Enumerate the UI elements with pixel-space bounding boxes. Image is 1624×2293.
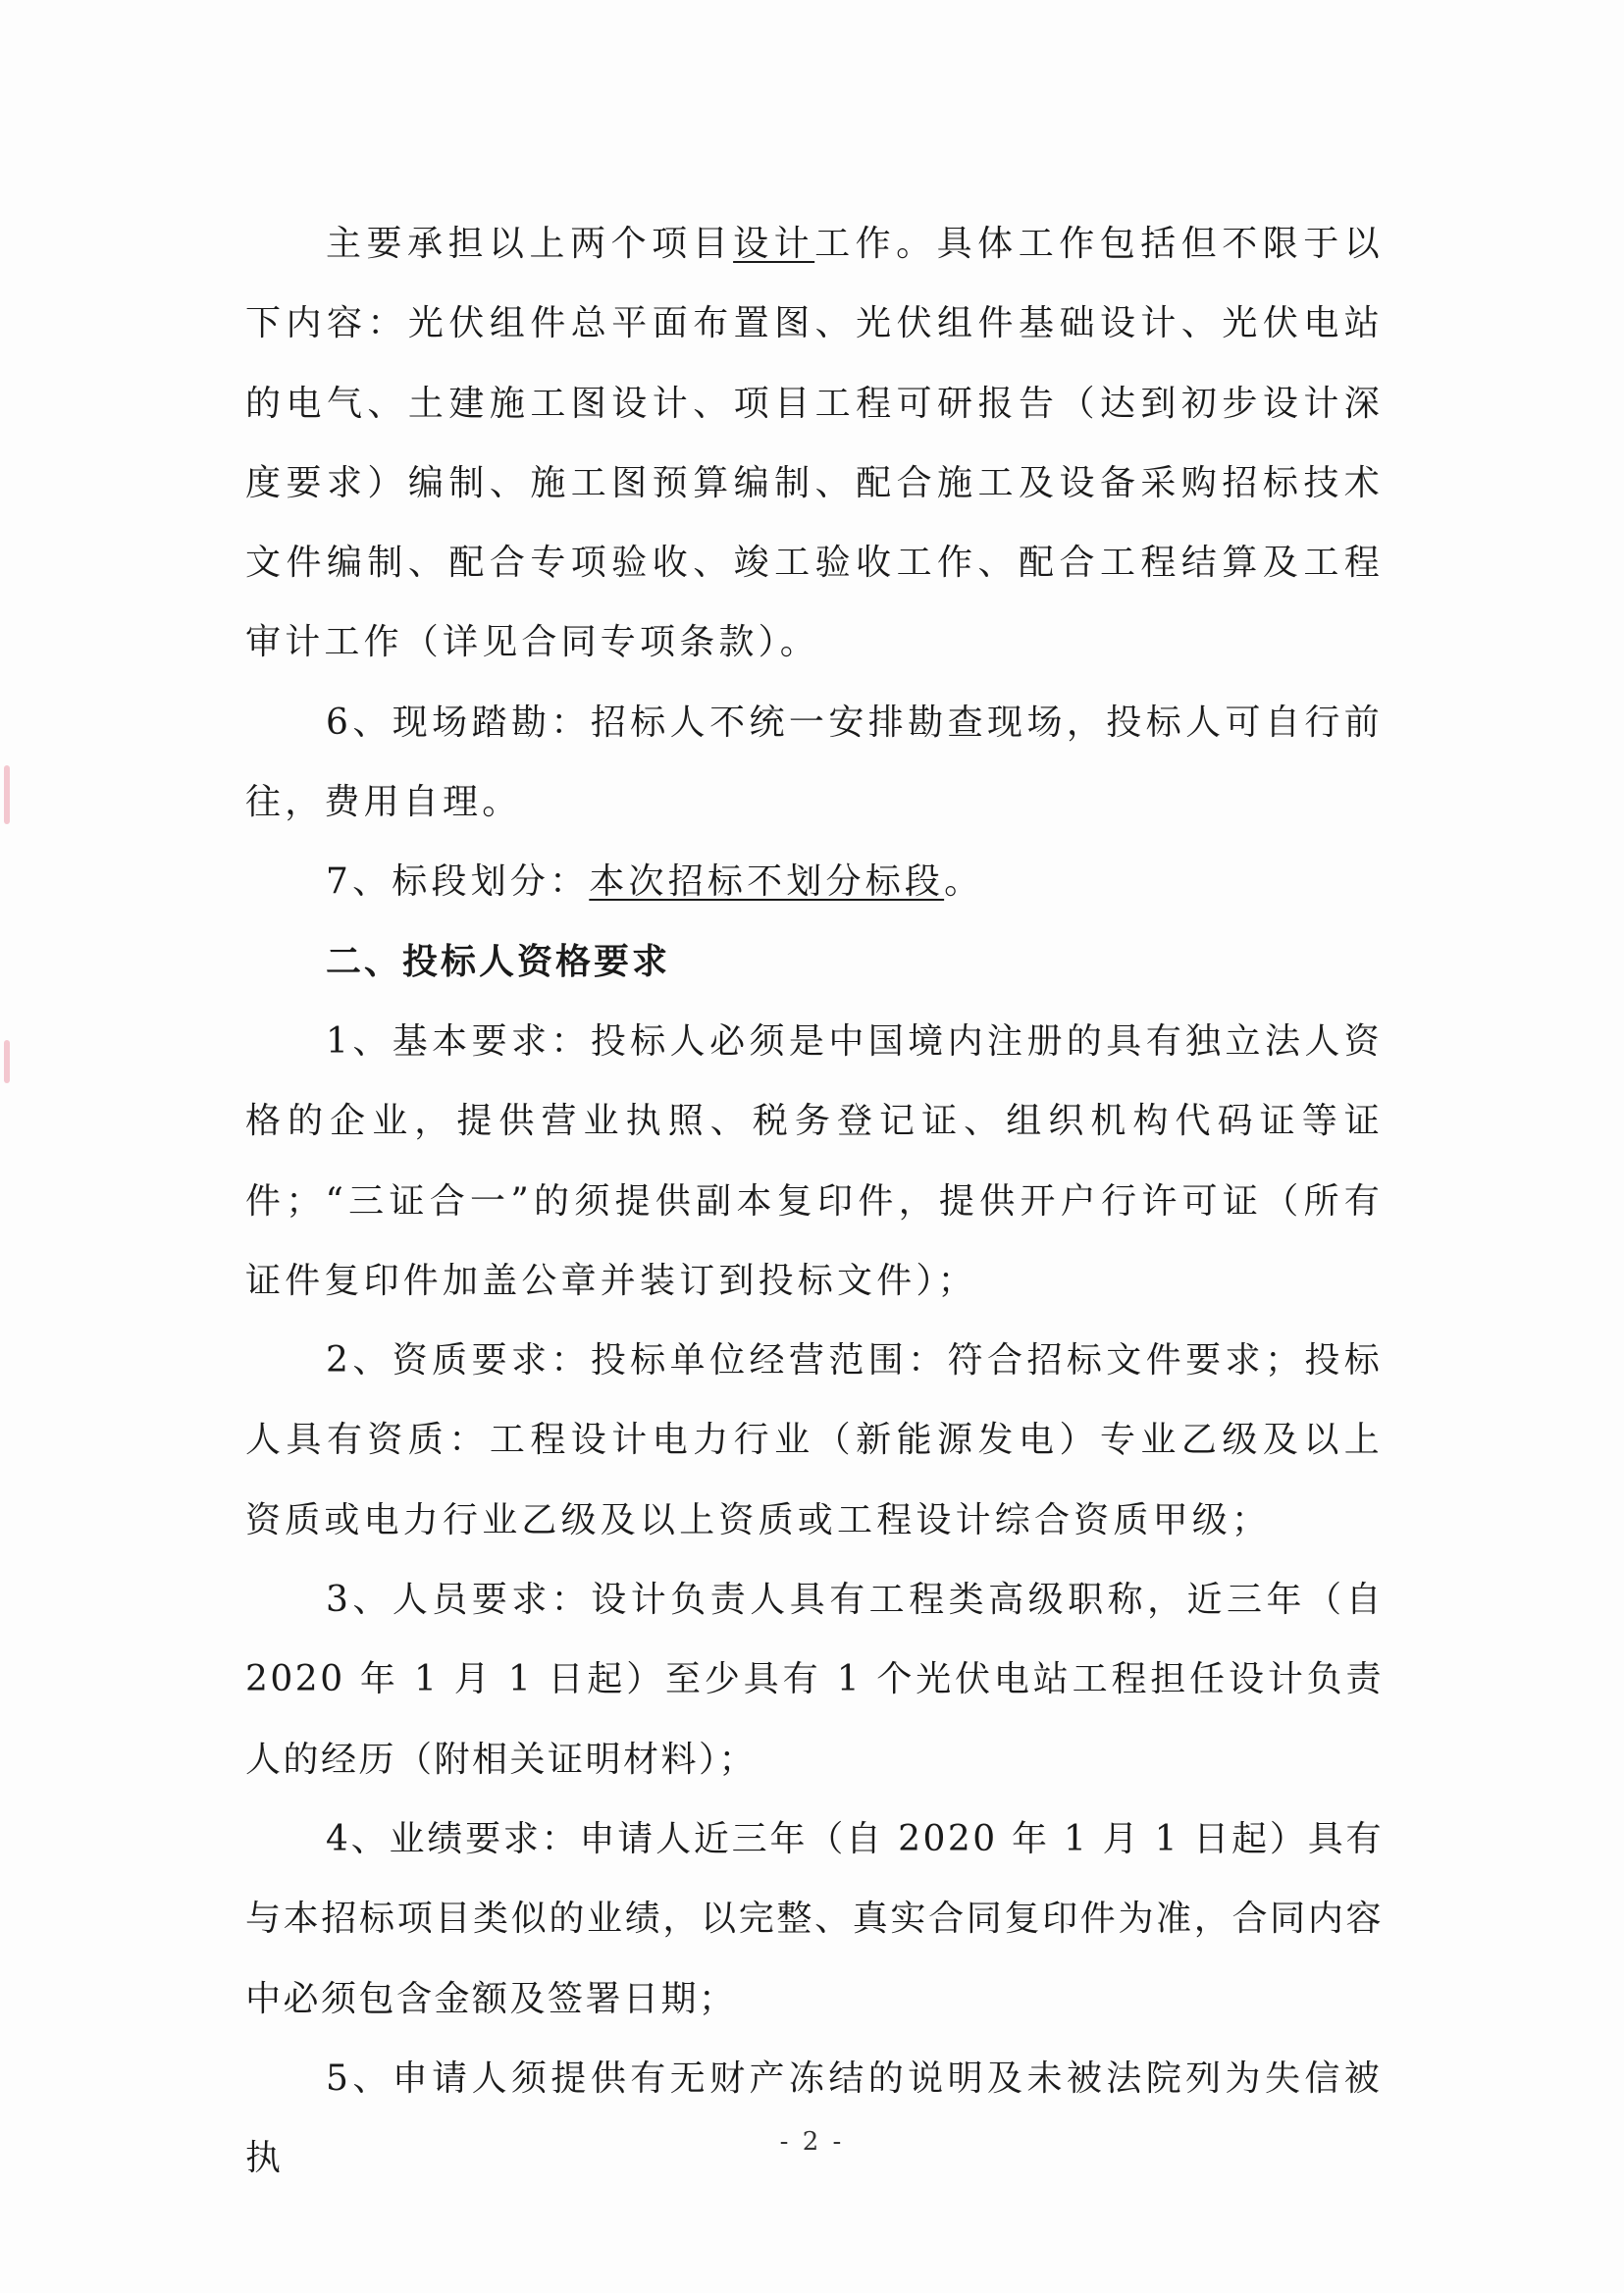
text-run: 主要承担以上两个项目 [326, 224, 734, 264]
document-body [245, 204, 1384, 2198]
text-run: 工作。具体工作包括但不限于以下内容：光伏组件总平面布置图、光伏组件基础设计、光伏电站的电气、土建施工图设计、项目工程可研报告（达到初步设计深度要求）编制、施工图预算编制、配合施工及设备采购招标技术文件编制、配合专项验收、竣工验收工作、配合工程结算及工程审计工作（详见合同专项条款）。 [245, 224, 1384, 663]
paragraph-site-visit: 6、现场踏勘：招标人不统一安排勘查现场，投标人可自行前往，费用自理。 [245, 702, 1384, 823]
scan-mark [4, 1040, 10, 1083]
requirement-basic: 1、基本要求：投标人必须是中国境内注册的具有独立法人资格的企业，提供营业执照、税务登记证、组织机构代码证等证件；“三证合一”的须提供副本复印件，提供开户行许可证（所有证件复印件加盖公章并装订到投标文件）； [245, 1020, 1384, 1301]
text-run: 7、标段划分： [326, 861, 590, 903]
paragraph-lot-division [245, 842, 1384, 921]
requirement-personnel: 3、人员要求：设计负责人具有工程类高级职称，近三年（自 2020 年 1 月 1 日起）至少具有 1 个光伏电站工程担任设计负责人的经历（附相关证明材料）； [245, 1580, 1384, 1780]
scan-mark [4, 765, 10, 824]
requirement-asset-freeze: 5、申请人须提供有无财产冻结的说明及未被法院列为失信被执 [245, 2058, 1384, 2179]
section-heading: 二、投标人资格要求 [326, 941, 671, 982]
requirement-qualification: 2、资质要求：投标单位经营范围：符合招标文件要求；投标人具有资质：工程设计电力行业（新能源发电）专业乙级及以上资质或电力行业乙级及以上资质或工程设计综合资质甲级； [245, 1340, 1384, 1540]
text-run: 。 [944, 861, 984, 903]
page-number: - 2 - [779, 2127, 845, 2157]
requirement-performance: 4、业绩要求：申请人近三年（自 2020 年 1 月 1 日起）具有与本招标项目类似的业绩，以完整、真实合同复印件为准，合同内容中必须包含金额及签署日期； [245, 1818, 1384, 2019]
underlined-text: 本次招标不划分标段 [589, 861, 945, 903]
paragraph-design-scope [245, 204, 1384, 683]
underlined-text: 设计 [733, 224, 815, 264]
